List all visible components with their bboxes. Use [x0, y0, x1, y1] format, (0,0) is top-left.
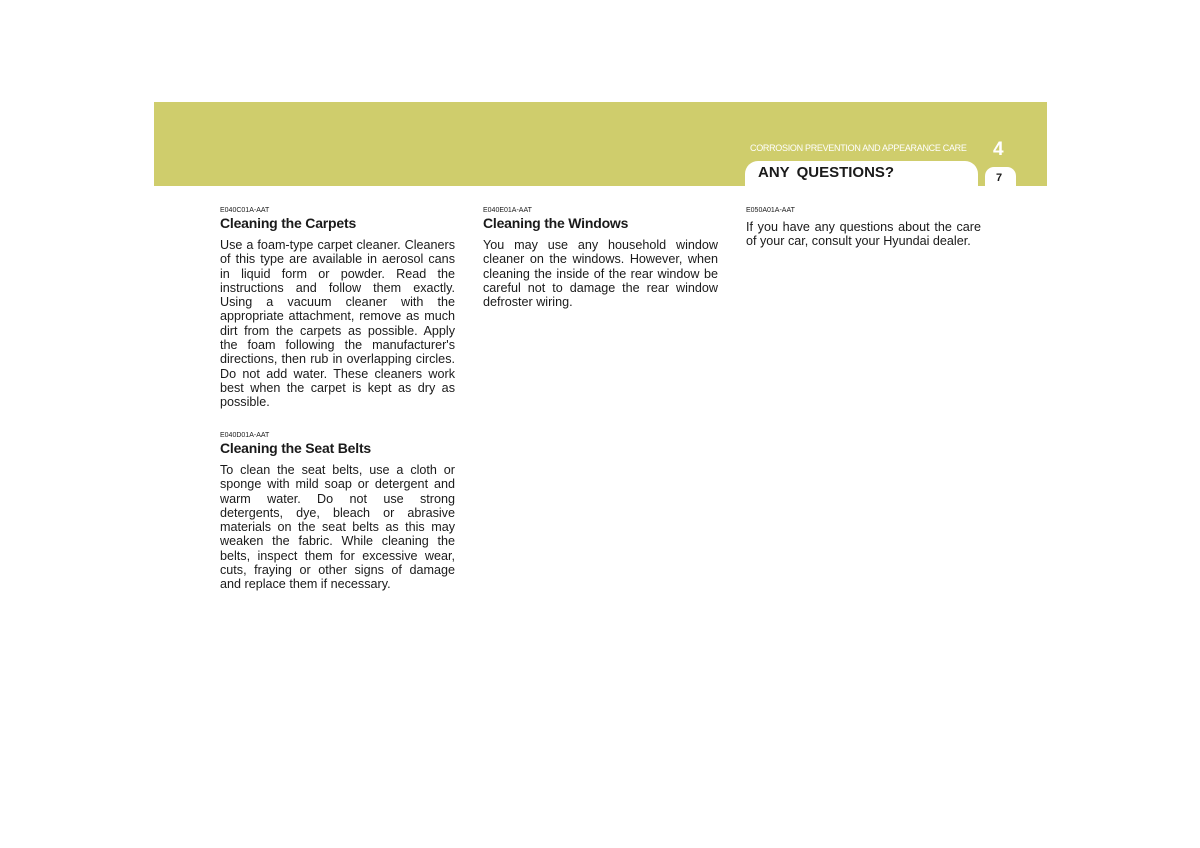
chapter-number: 4 — [993, 139, 1004, 160]
carpets-section — [220, 206, 455, 410]
section-body: If you have any questions about the care of your car, consult your Hyundai dealer. — [746, 220, 981, 249]
section-body: To clean the seat belts, use a cloth or sponge with mild soap or detergent and warm water. Do not use strong detergents, dye, bleach or abrasive materials on the seat belts as this may weaken the fabric. While cleaning the belts, inspect them for excessive wear, cuts, fraying or other signs of damage and replace them if necessary. — [220, 463, 455, 592]
section-code: E040D01A-AAT — [220, 432, 270, 439]
section-body: You may use any household window cleaner on the windows. However, when cleaning the inside of the rear window be careful not to damage the rear window defroster wiring. — [483, 238, 718, 310]
section-title: ANY QUESTIONS? — [758, 164, 895, 181]
section-heading: Cleaning the Carpets — [220, 215, 357, 231]
windows-section — [483, 206, 718, 309]
questions-section — [746, 206, 981, 249]
section-heading: Cleaning the Seat Belts — [220, 440, 371, 456]
page-number: 7 — [996, 172, 1003, 184]
chapter-title: CORROSION PREVENTION AND APPEARANCE CARE — [750, 143, 967, 153]
section-body: Use a foam-type carpet cleaner. Cleaners of this type are available in aerosol cans in liquid form or powder. Read the instructions and follow them exactly. Using a vacuum cleaner with the appropriate attachment, remove as much dirt from the carpets as possible. Apply the foam following the manufacturer's directions, then rub in overlapping circles. Do not add water. These cleaners work best when the carpet is kept as dry as possible. — [220, 238, 455, 410]
section-heading: Cleaning the Windows — [483, 215, 629, 231]
section-code: E050A01A-AAT — [746, 207, 795, 214]
section-code: E040C01A-AAT — [220, 207, 270, 214]
seat-belts-section — [220, 431, 455, 592]
section-code: E040E01A-AAT — [483, 207, 532, 214]
